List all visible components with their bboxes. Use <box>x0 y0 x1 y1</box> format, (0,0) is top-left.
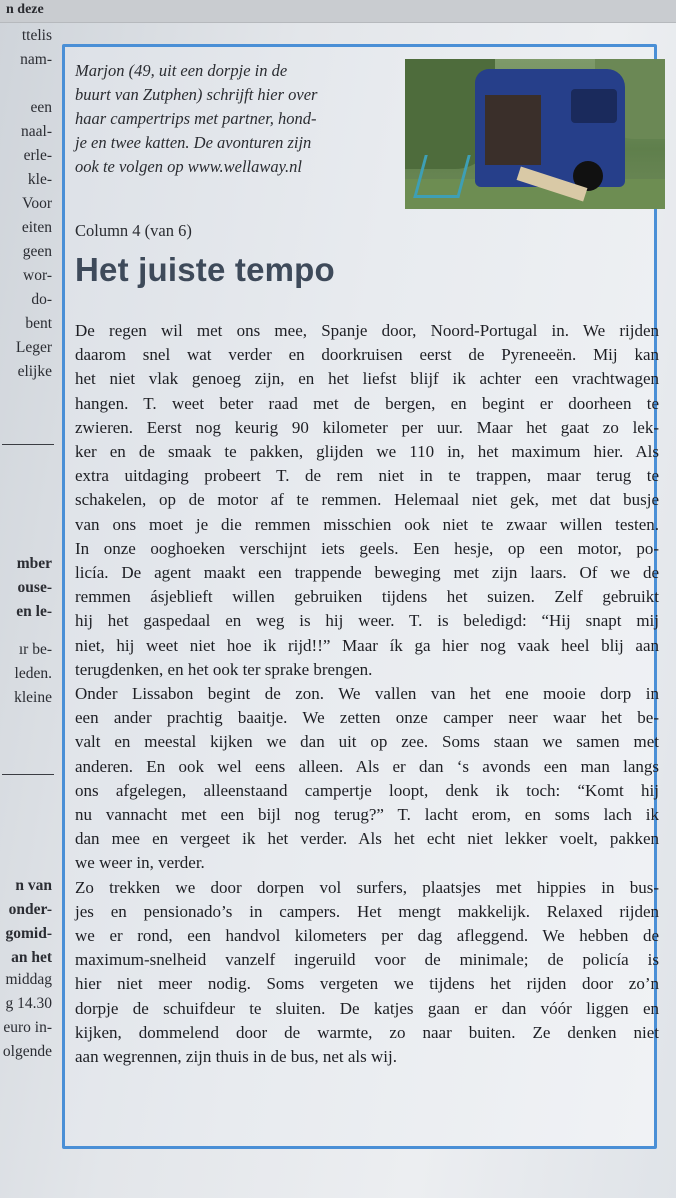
body-line: schakelen, op de motor af te remmen. Helemaal niet gek, met dat busje <box>75 490 659 510</box>
adjacent-column-line: bent <box>25 315 52 332</box>
intro-line: ook te volgen op www.wellaway.nl <box>75 157 303 176</box>
body-line: terugdenken, en het ook ter sprake brengen. <box>75 659 373 679</box>
adjacent-column-line: erle- <box>23 147 52 164</box>
adjacent-column-line: kle- <box>27 171 52 188</box>
body-line: hangen. T. weet beter raad met de bergen, en begint er doorheen te <box>75 393 659 413</box>
adjacent-column-line: en le- <box>16 603 52 620</box>
camper-photo <box>405 59 665 209</box>
intro-line: buurt van Zutphen) schrijft hier over <box>75 85 318 104</box>
top-strip-text: n deze <box>6 2 44 17</box>
top-strip <box>0 0 676 23</box>
adjacent-column-line: onder- <box>8 901 52 918</box>
adjacent-column-line: n van <box>15 877 52 894</box>
adjacent-column-line: elijke <box>17 363 52 380</box>
body-line: we weer in, verder. <box>75 853 205 873</box>
body-line: een ander prachtig baaitje. We zetten onze camper neer waar het be- <box>75 708 659 728</box>
adjacent-column-line: mber <box>16 555 52 572</box>
body-line: kijken, dommelend door de warmte, zo naar buiten. Ze denken niet <box>75 1022 659 1042</box>
adjacent-column <box>0 24 60 1174</box>
adjacent-column-line: middag <box>5 971 52 988</box>
body-line: De regen wil met ons mee, Spanje door, Noord-Portugal in. We rijden <box>75 321 659 340</box>
body-line: licía. De agent maakt een trappende beweging met zijn laars. Of we de <box>75 563 659 583</box>
body-line: remmen ásjeblieft willen gebruiken tijdens het suizen. Zelf gebruikt <box>75 587 659 607</box>
body-line: dan mee en vergeet ik het verder. Als het echt niet lekker voelt, pakken <box>75 829 659 849</box>
intro-text <box>75 59 387 179</box>
adjacent-column-line: kleine <box>14 689 52 706</box>
body-line: van ons moet je die remmen misschien ook niet te zwaar willen testen. <box>75 514 659 534</box>
body-line: ker en de smaak te pakken, glijden we 110 in, het maximum hier. Als <box>75 442 659 462</box>
adjacent-column-line: wor- <box>23 267 52 284</box>
body-line: anderen. En ook wel eens alleen. Als er dan ‘s avonds een man langs <box>75 756 659 776</box>
body-line: valt en meestal kijken we dan uit op zee. Soms staan we samen met <box>75 732 659 752</box>
body-line: In onze ooghoeken verschijnt iets geels. Een hesje, op een motor, po- <box>75 538 659 558</box>
body-line: maximum-snelheid vanzelf ingeruild voor de minimale; de policía is <box>75 950 659 970</box>
column-rule <box>2 774 54 775</box>
adjacent-column-line: an het <box>11 949 52 966</box>
column-rule <box>2 444 54 445</box>
body-line: zwieren. Eerst nog keurig 90 kilometer per uur. Maar het gaat zo lek- <box>75 417 659 437</box>
intro-line: haar campertrips met partner, hond- <box>75 109 317 128</box>
intro-line: je en twee katten. De avonturen zijn <box>75 133 312 152</box>
body-line: nu vannacht met een bijl nog terug?” T. lacht erom, en soms lach ik <box>75 805 659 825</box>
intro-line: Marjon (49, uit een dorpje in de <box>75 61 288 80</box>
adjacent-column-line: een <box>30 99 52 116</box>
adjacent-column-line: leden. <box>14 665 52 682</box>
adjacent-column-line: nam- <box>20 51 52 68</box>
article-body <box>75 319 659 1069</box>
body-line: jes en pensionado’s in campers. Het mengt makkelijk. Relaxed rijden <box>75 901 659 921</box>
body-line: we er rond, een handvol kilometers per dag afleggend. We hebben de <box>75 926 659 946</box>
adjacent-column-line: ttelis <box>21 27 52 44</box>
body-line: niet, hij weet niet hoe ik rijd!!” Maar ík ga hier nog vaak heel blij aan <box>75 635 659 655</box>
camper-van <box>475 69 625 187</box>
adjacent-column-line: euro in- <box>3 1019 52 1036</box>
adjacent-column-line: Leger <box>15 339 52 356</box>
adjacent-column-line: g 14.30 <box>5 995 52 1012</box>
body-line: Zo trekken we door dorpen vol surfers, plaatsjes met hippies in bus- <box>75 877 659 897</box>
adjacent-column-line: olgende <box>2 1043 52 1060</box>
adjacent-column-line: ır be- <box>18 641 52 658</box>
adjacent-column-line: Voor <box>22 195 52 212</box>
adjacent-column-line: do- <box>31 291 52 308</box>
body-line: hij het gaspedaal en weg is hij weer. T. is beledigd: “Hij snapt mij <box>75 611 659 631</box>
body-line: ons afgelegen, alleenstaand campertje loopt, denk ik toch: “Komt hij <box>75 780 659 800</box>
body-line: dorpje de schuifdeur te sluiten. De katjes gaan er dan vóór liggen en <box>75 998 659 1018</box>
column-box <box>62 44 657 1149</box>
body-line: het niet vlak genoeg zijn, en het liefst blijf ik achter een vrachtwagen <box>75 369 659 389</box>
body-line: hier niet meer nodig. Soms vergeten we tijdens het rijden door zo’n <box>75 974 659 994</box>
body-line: Onder Lissabon begint de zon. We vallen van het ene mooie dorp in <box>75 684 659 704</box>
adjacent-column-line: gomid- <box>5 925 52 942</box>
article-title: Het juiste tempo <box>75 251 335 288</box>
adjacent-column-line: ouse- <box>17 579 52 596</box>
column-number: Column 4 (van 6) <box>75 221 192 240</box>
body-line: extra uitdaging probeert T. de rem niet in te trappen, maar terug te <box>75 466 659 486</box>
adjacent-column-line: naal- <box>21 123 52 140</box>
adjacent-column-line: geen <box>22 243 52 260</box>
adjacent-column-line: eiten <box>21 219 52 236</box>
body-line: aan wegrennen, zijn thuis in de bus, net als wij. <box>75 1047 397 1067</box>
body-line: daarom snel wat verder en doorkruisen eerst de Pyreneeën. Mij kan <box>75 345 659 365</box>
